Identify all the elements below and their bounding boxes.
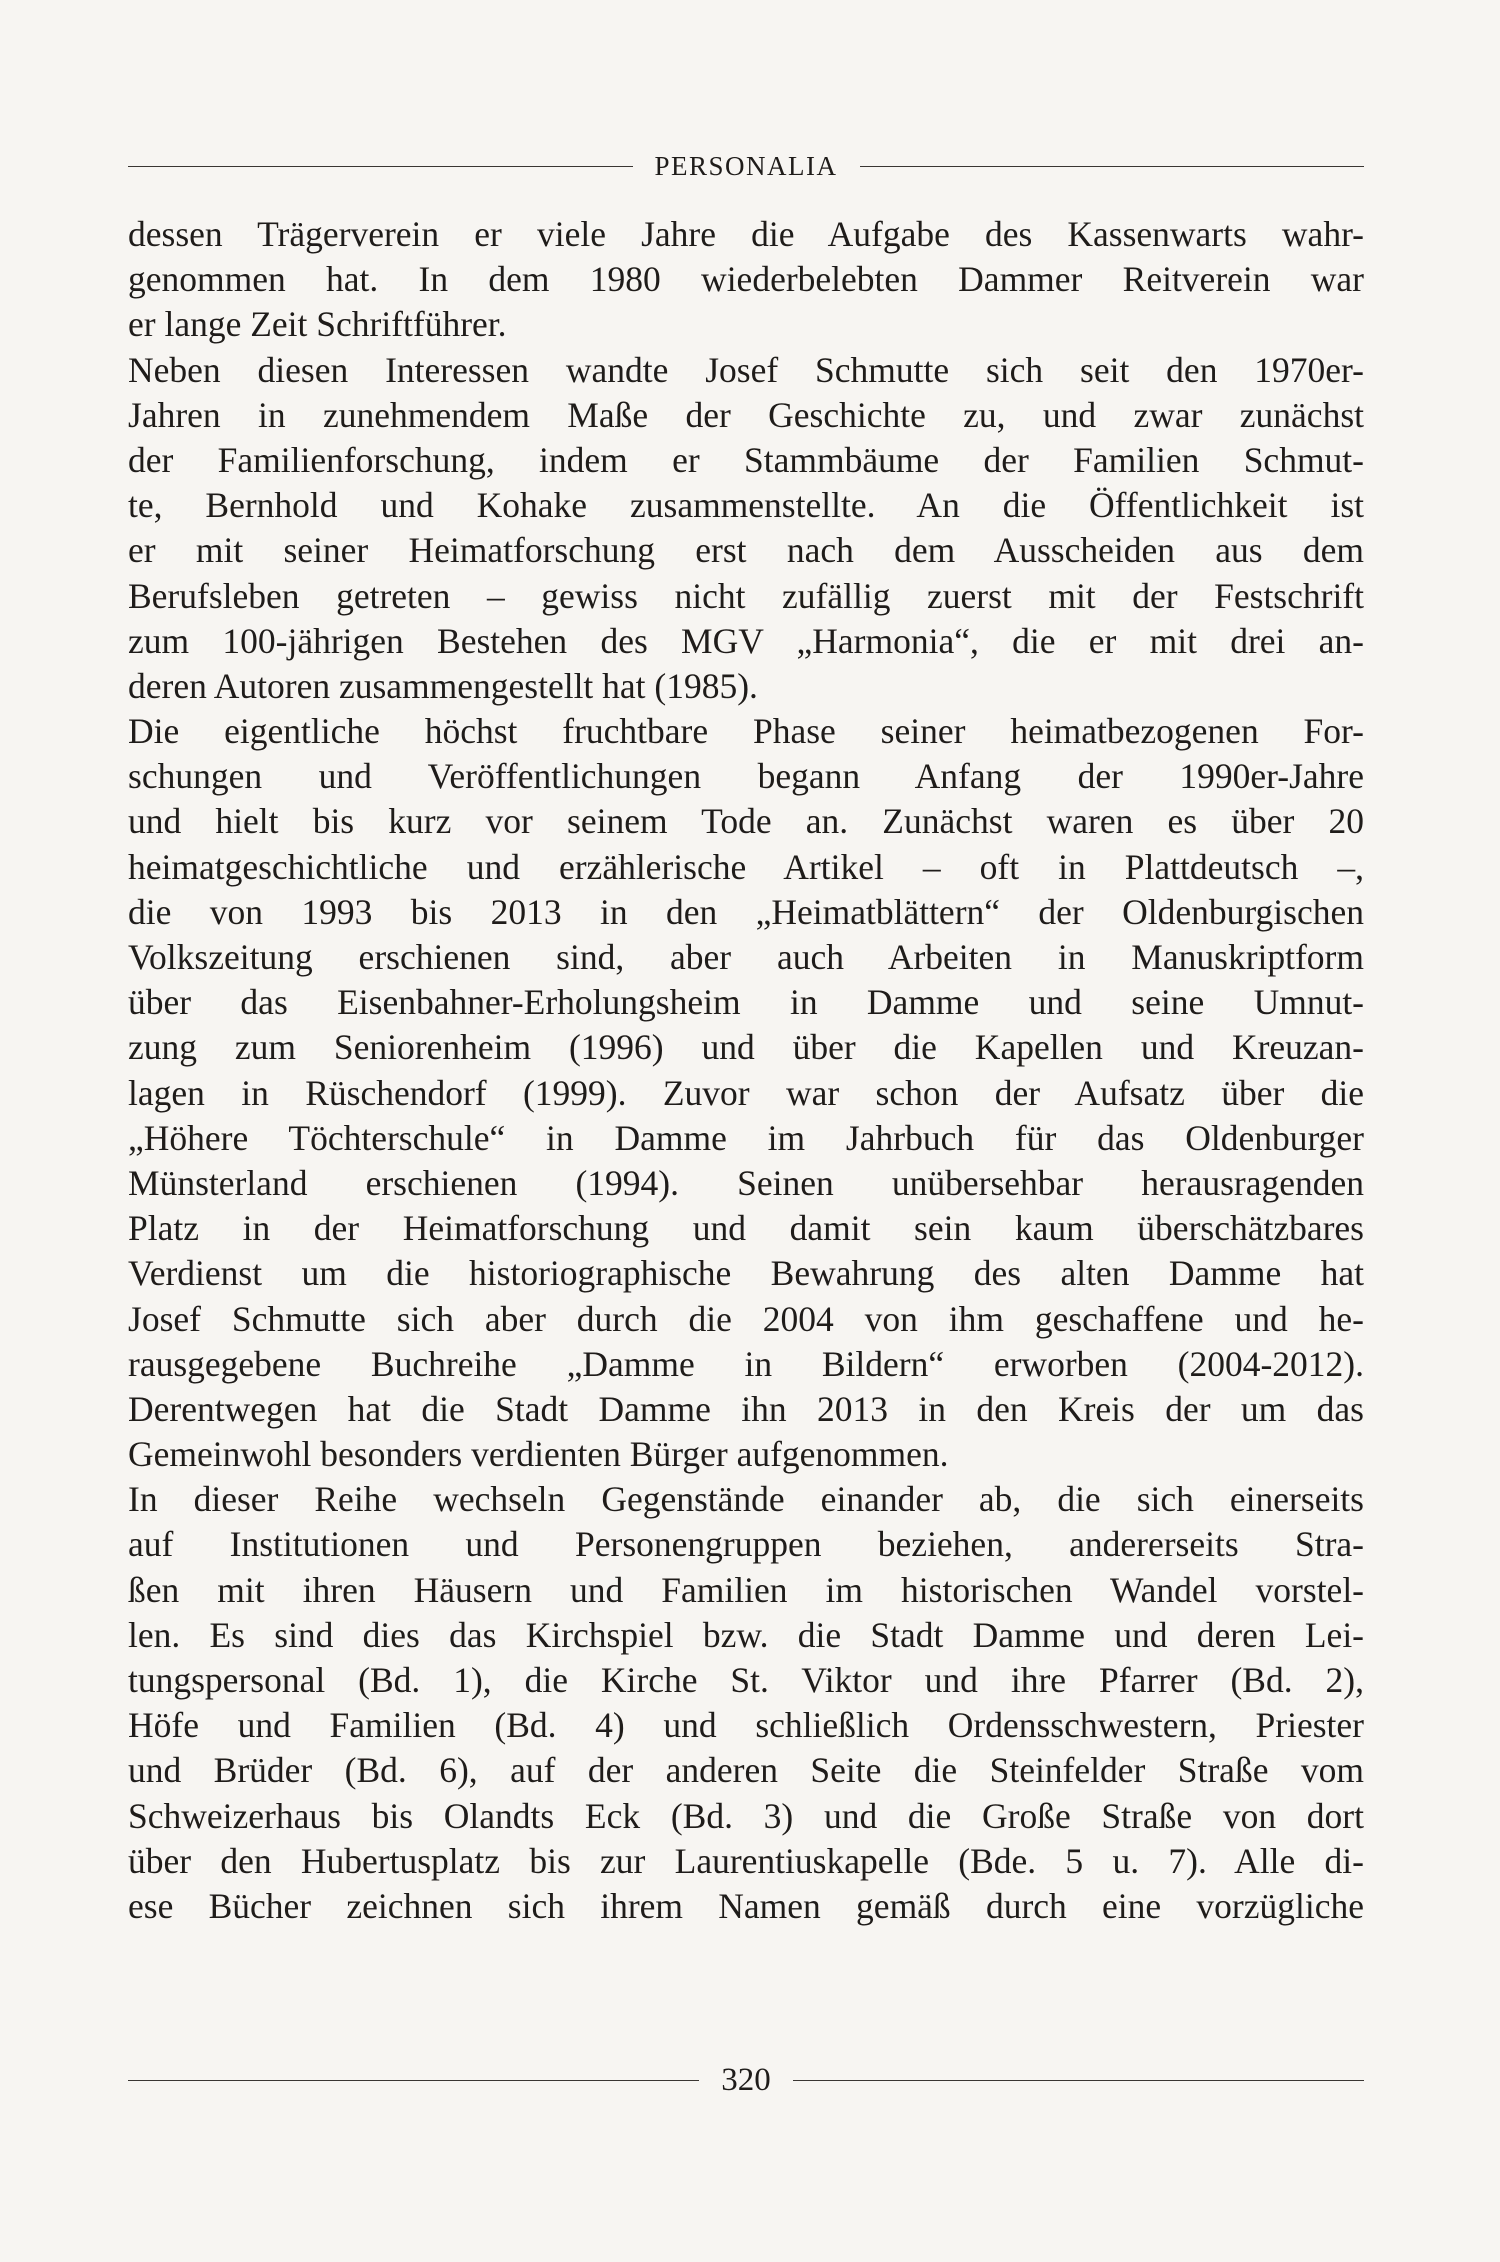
text-line: ese Bücher zeichnen sich ihrem Namen gemäß durch eine vorzügliche [128, 1885, 1364, 1926]
text-line: und hielt bis kurz vor seinem Tode an. Zunächst waren es über 20 [128, 801, 1364, 842]
text-line: zung zum Seniorenheim (1996) und über die Kapellen und Kreuzan- [128, 1027, 1364, 1068]
text-line: Gemeinwohl besonders verdienten Bürger aufgenommen. [128, 1434, 949, 1475]
text-line: zum 100-jährigen Bestehen des MGV „Harmonia“, die er mit drei an- [128, 620, 1364, 661]
text-line: Münsterland erschienen (1994). Seinen unübersehbar herausragenden [128, 1162, 1364, 1203]
text-line: ßen mit ihren Häusern und Familien im historischen Wandel vorstel- [128, 1569, 1364, 1610]
text-line: Platz in der Heimatforschung und damit sein kaum überschätzbares [128, 1208, 1364, 1249]
text-line: Derentwegen hat die Stadt Damme ihn 2013 in den Kreis der um das [128, 1388, 1364, 1429]
text-line: über den Hubertusplatz bis zur Laurentiuskapelle (Bde. 5 u. 7). Alle di- [128, 1840, 1364, 1881]
text-line: genommen hat. In dem 1980 wiederbelebten Dammer Reitverein war [128, 259, 1364, 300]
text-line: Verdienst um die historiographische Bewahrung des alten Damme hat [128, 1253, 1364, 1294]
text-line: In dieser Reihe wechseln Gegenstände einander ab, die sich einerseits [128, 1479, 1364, 1520]
body-text [128, 212, 1364, 1929]
text-line: Jahren in zunehmendem Maße der Geschichte zu, und zwar zunächst [128, 394, 1364, 435]
text-line: schungen und Veröffentlichungen begann Anfang der 1990er-Jahre [128, 756, 1364, 797]
text-line: len. Es sind dies das Kirchspiel bzw. die Stadt Damme und deren Lei- [128, 1614, 1364, 1655]
text-line: lagen in Rüschendorf (1999). Zuvor war schon der Aufsatz über die [128, 1072, 1364, 1113]
text-line: dessen Trägerverein er viele Jahre die Aufgabe des Kassenwarts wahr- [128, 214, 1364, 254]
text-line: tungspersonal (Bd. 1), die Kirche St. Viktor und ihre Pfarrer (Bd. 2), [128, 1660, 1364, 1700]
text-line: te, Bernhold und Kohake zusammenstellte. An die Öffentlichkeit ist [128, 485, 1364, 526]
page-footer [128, 2058, 1364, 2102]
running-head [128, 146, 1364, 186]
text-line: „Höhere Töchterschule“ in Damme im Jahrbuch für das Oldenburger [128, 1117, 1364, 1158]
text-line: Josef Schmutte sich aber durch die 2004 von ihm geschaffene und he- [128, 1298, 1364, 1339]
footer-rule-right [793, 2080, 1364, 2081]
text-line: die von 1993 bis 2013 in den „Heimatblättern“ der Oldenburgischen [128, 891, 1364, 932]
header-rule-left [128, 166, 633, 167]
text-line: deren Autoren zusammengestellt hat (1985). [128, 665, 758, 706]
text-line: Höfe und Familien (Bd. 4) und schließlich Ordensschwestern, Priester [128, 1705, 1364, 1746]
footer-rule-left [128, 2080, 699, 2081]
text-line: rausgegebene Buchreihe „Damme in Bildern“ erworben (2004-2012). [128, 1343, 1364, 1384]
running-head-title: PERSONALIA [654, 151, 838, 181]
text-line: Die eigentliche höchst fruchtbare Phase seiner heimatbezogenen For- [128, 711, 1364, 752]
text-line: Volkszeitung erschienen sind, aber auch Arbeiten in Manuskriptform [128, 937, 1364, 977]
text-line: über das Eisenbahner-Erholungsheim in Damme und seine Umnut- [128, 982, 1364, 1023]
text-line: und Brüder (Bd. 6), auf der anderen Seite die Steinfelder Straße vom [128, 1750, 1364, 1791]
text-line: der Familienforschung, indem er Stammbäume der Familien Schmut- [128, 439, 1364, 480]
text-line: er lange Zeit Schriftführer. [128, 304, 507, 345]
text-line: heimatgeschichtliche und erzählerische Artikel – oft in Plattdeutsch –, [128, 846, 1364, 887]
text-line: Berufsleben getreten – gewiss nicht zufällig zuerst mit der Festschrift [128, 575, 1364, 616]
page-number: 320 [721, 2062, 771, 2098]
text-line: Schweizerhaus bis Olandts Eck (Bd. 3) und die Große Straße von dort [128, 1795, 1364, 1836]
text-line: Neben diesen Interessen wandte Josef Schmutte sich seit den 1970er- [128, 349, 1364, 390]
header-rule-right [860, 166, 1365, 167]
text-line: auf Institutionen und Personengruppen beziehen, andererseits Stra- [128, 1524, 1364, 1565]
text-line: er mit seiner Heimatforschung erst nach dem Ausscheiden aus dem [128, 530, 1364, 571]
